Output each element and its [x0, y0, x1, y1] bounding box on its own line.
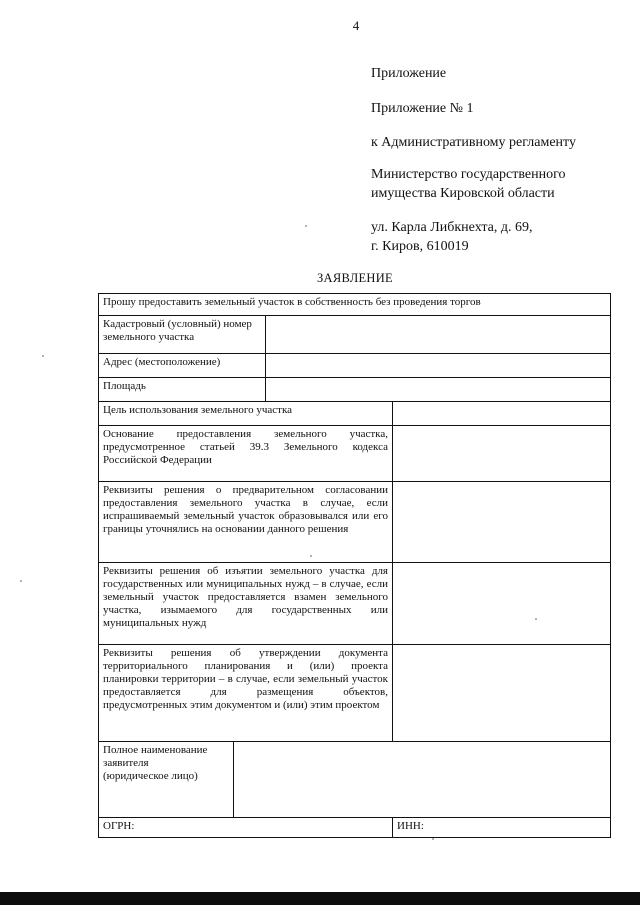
ministry-line-2: имущества Кировской области — [371, 186, 555, 201]
address-line-1: ул. Карла Либкнехта, д. 69, — [371, 220, 533, 235]
applicant-label-line-1: Полное наименование — [103, 744, 208, 756]
applicant-value[interactable] — [234, 742, 611, 818]
basis-value[interactable] — [393, 426, 611, 482]
regulation-reference: к Административному регламенту — [371, 135, 576, 150]
form-row-cadastral-number — [99, 316, 611, 354]
inn-label: ИНН: — [397, 820, 424, 832]
request-text: Прошу предоставить земельный участок в собственность без проведения торгов — [99, 294, 611, 316]
applicant-label-line-2: заявителя — [103, 757, 149, 769]
ministry-line-1: Министерство государственного — [371, 167, 566, 182]
application-form-table — [98, 293, 611, 838]
cadastral-number-label: Кадастровый (условный) номер земельного участка — [99, 316, 266, 354]
form-row-identifiers — [99, 818, 611, 838]
preliminary-approval-value[interactable] — [393, 482, 611, 563]
form-row-planning-decision — [99, 645, 611, 742]
form-row-preliminary-approval — [99, 482, 611, 563]
form-row-basis — [99, 426, 611, 482]
preliminary-approval-label: Реквизиты решения о предварительном согласовании предоставления земельного участка в случае, если испрашиваемый земельный участок образовывался или его границы уточнялись на основании данного решения — [99, 482, 393, 563]
form-row-applicant — [99, 742, 611, 818]
document-title: ЗАЯВЛЕНИЕ — [317, 271, 393, 285]
basis-label: Основание предоставления земельного участка, предусмотренное статьей 39.3 Земельного кодекса Российской Федерации — [99, 426, 393, 482]
addressee-address — [371, 218, 532, 256]
form-row-area — [99, 378, 611, 402]
form-row-purpose — [99, 402, 611, 426]
address-label: Адрес (местоположение) — [99, 354, 266, 378]
scan-bottom-edge — [0, 892, 640, 905]
form-row-request — [99, 294, 611, 316]
planning-decision-label: Реквизиты решения об утверждении документа территориального планирования и (или) проекта планировки территории – в случае, если земельный участок предоставляется для размещения объектов, предусмотренных этим документом и (или) этим проектом — [99, 645, 393, 742]
address-value[interactable] — [266, 354, 611, 378]
ogrn-field[interactable] — [99, 818, 393, 838]
applicant-label — [99, 742, 234, 818]
cadastral-number-value[interactable] — [266, 316, 611, 354]
address-line-2: г. Киров, 610019 — [371, 239, 469, 254]
addressee-ministry — [371, 165, 566, 203]
purpose-value[interactable] — [393, 402, 611, 426]
form-row-address — [99, 354, 611, 378]
ogrn-label: ОГРН: — [103, 820, 135, 832]
form-row-withdrawal-decision — [99, 563, 611, 645]
inn-field[interactable] — [393, 818, 611, 838]
withdrawal-decision-label: Реквизиты решения об изъятии земельного участка для государственных или муниципальных нужд – в случае, если земельный участок предоставляется взамен земельного участка, изымаемого для государственных или муниципальных нужд — [99, 563, 393, 645]
appendix-number: Приложение № 1 — [371, 101, 474, 116]
area-label: Площадь — [99, 378, 266, 402]
page-number: 4 — [352, 18, 360, 33]
purpose-label: Цель использования земельного участка — [99, 402, 393, 426]
planning-decision-value[interactable] — [393, 645, 611, 742]
appendix-label: Приложение — [371, 66, 447, 81]
applicant-label-line-3: (юридическое лицо) — [103, 770, 198, 782]
withdrawal-decision-value[interactable] — [393, 563, 611, 645]
area-value[interactable] — [266, 378, 611, 402]
